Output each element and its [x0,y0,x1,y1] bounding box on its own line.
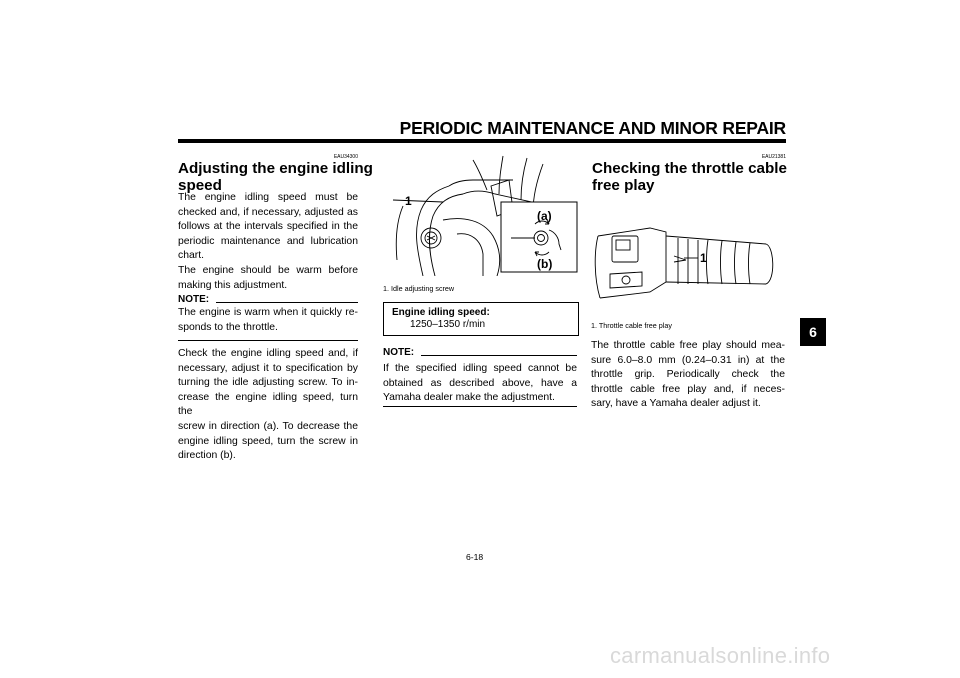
heading-line: Adjusting the engine idling [178,160,373,177]
direction-a-label: (a) [537,209,552,223]
text-line: The engine idling speed must be [178,192,358,203]
note-end-rule [178,340,358,341]
section-heading [178,160,373,194]
intro-paragraph [178,191,358,293]
text-line: sary, have a Yamaha dealer adjust it. [591,398,761,410]
text-line: chart. [178,250,204,262]
watermark: carmanualsonline.info [610,643,831,668]
note-text [383,362,577,406]
callout-number: 1 [700,251,707,265]
heading-line: speed [178,177,222,194]
text-line: Yamaha dealer make the adjustment. [383,392,555,404]
section-code: EAU21381 [761,154,786,160]
direction-b-label: (b) [537,257,553,271]
note-rule [216,302,358,303]
text-line: periodic maintenance and lubrication [178,235,358,247]
text-line: If the specified idling speed cannot be [383,363,577,374]
text-line: throttle cable free play and, if neces- [591,383,785,395]
page-number: 6-18 [466,552,484,562]
text-line: obtained as described above, have a [383,377,577,389]
text-line: turning the idle adjusting screw. To in- [178,377,358,389]
text-line: The throttle cable free play should mea- [591,340,785,351]
note-text [178,306,358,335]
section-heading [592,160,787,194]
heading-line: free play [592,177,655,194]
figure-caption: 1. Idle adjusting screw [383,284,455,293]
spec-label: Engine idling speed: [392,307,490,318]
throttle-grip-illustration [590,222,780,304]
text-line: engine idling speed, turn the screw in [178,435,358,447]
text-line: sure 6.0–8.0 mm (0.24–0.31 in) at the [591,354,785,366]
adjust-paragraph [178,347,358,464]
text-line: direction (b). [178,450,236,462]
text-line: throttle grip. Periodically check the [591,369,785,381]
heading-line: Checking the throttle cable [592,160,787,177]
spec-value: 1250–1350 r/min [410,319,486,330]
text-line: making this adjustment. [178,279,288,291]
idle-screw-illustration [383,150,579,276]
note-label: NOTE: [178,294,210,305]
text-line: necessary, adjust it to specification by [178,362,358,374]
chapter-tab: 6 [800,318,826,346]
text-line: The engine should be warm before [178,264,358,276]
note-label: NOTE: [383,347,415,358]
callout-number: 1 [405,194,412,208]
section-code: EAU34300 [333,154,358,160]
note-end-rule [383,406,577,407]
text-line: follows at the intervals specified in the [178,221,358,233]
text-line: crease the engine idling speed, turn the [178,391,358,418]
title-rule [178,139,786,143]
text-line: screw in direction (a). To decrease the [178,420,358,432]
spec-box [383,302,579,336]
figure-caption: 1. Throttle cable free play [591,321,672,330]
note-rule [421,355,577,356]
page-title: PERIODIC MAINTENANCE AND MINOR REPAIR [399,118,786,138]
freeplay-paragraph [591,339,785,412]
text-line: The engine is warm when it quickly re- [178,307,358,318]
text-line: sponds to the throttle. [178,321,278,333]
text-line: Check the engine idling speed and, if [178,348,358,359]
text-line: checked and, if necessary, adjusted as [178,206,358,218]
